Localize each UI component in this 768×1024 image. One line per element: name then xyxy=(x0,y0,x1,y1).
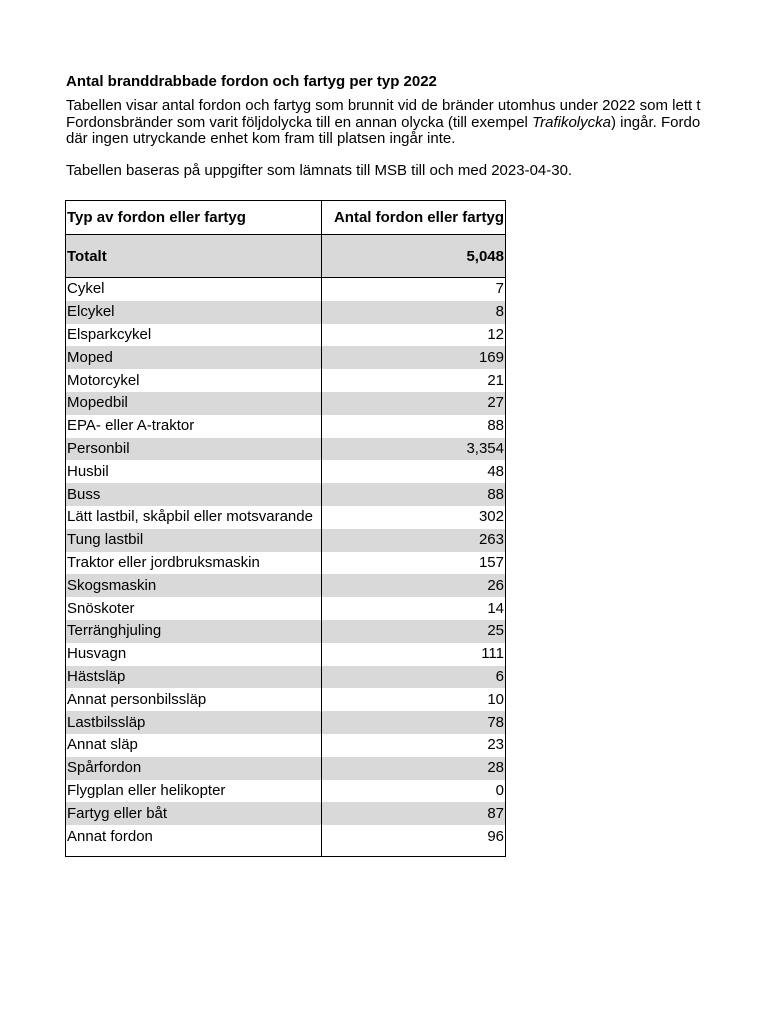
table-row xyxy=(66,483,506,506)
table-row xyxy=(66,438,506,461)
row-label: Traktor eller jordbruksmaskin xyxy=(66,552,322,575)
row-value: 88 xyxy=(322,415,506,438)
document xyxy=(66,72,768,179)
header-count: Antal fordon eller fartyg xyxy=(322,201,506,235)
table-row xyxy=(66,688,506,711)
row-label: Annat fordon xyxy=(66,825,322,848)
row-value: 169 xyxy=(322,346,506,369)
table-row xyxy=(66,802,506,825)
total-label: Totalt xyxy=(66,235,322,278)
table-bottom-padding xyxy=(66,848,506,857)
row-label: Mopedbil xyxy=(66,392,322,415)
table-row xyxy=(66,552,506,575)
table-row xyxy=(66,574,506,597)
row-value: 0 xyxy=(322,780,506,803)
row-label: Spårfordon xyxy=(66,757,322,780)
row-label: Husbil xyxy=(66,460,322,483)
table-row xyxy=(66,278,506,301)
row-value: 25 xyxy=(322,620,506,643)
row-value: 8 xyxy=(322,301,506,324)
row-value: 96 xyxy=(322,825,506,848)
row-label: Motorcykel xyxy=(66,369,322,392)
row-label: Tung lastbil xyxy=(66,529,322,552)
row-label: Personbil xyxy=(66,438,322,461)
intro-line-2-end: ) ingår. Fordo xyxy=(610,113,701,131)
table-row xyxy=(66,324,506,347)
row-label: Annat personbilssläp xyxy=(66,688,322,711)
intro-line-3: där ingen utryckande enhet kom fram till platsen ingår inte. xyxy=(66,130,456,147)
basis-note: Tabellen baseras på uppgifter som lämnats till MSB till och med 2023-04-30. xyxy=(66,161,573,179)
table-row xyxy=(66,620,506,643)
row-value: 302 xyxy=(322,506,506,529)
row-label: Elcykel xyxy=(66,301,322,324)
row-label: Annat släp xyxy=(66,734,322,757)
table-row xyxy=(66,415,506,438)
row-value: 78 xyxy=(322,711,506,734)
row-value: 10 xyxy=(322,688,506,711)
table-row xyxy=(66,392,506,415)
row-label: Fartyg eller båt xyxy=(66,802,322,825)
row-label: Snöskoter xyxy=(66,597,322,620)
row-value: 6 xyxy=(322,666,506,689)
row-value: 111 xyxy=(322,643,506,666)
table-row xyxy=(66,597,506,620)
row-label: Buss xyxy=(66,483,322,506)
table-row xyxy=(66,757,506,780)
row-value: 7 xyxy=(322,278,506,301)
document-title: Antal branddrabbade fordon och fartyg per typ 2022 xyxy=(66,73,437,90)
row-label: Flygplan eller helikopter xyxy=(66,780,322,803)
table-row xyxy=(66,711,506,734)
row-value: 157 xyxy=(322,552,506,575)
intro-paragraph xyxy=(66,98,768,148)
row-value: 21 xyxy=(322,369,506,392)
row-label: Elsparkcykel xyxy=(66,324,322,347)
row-label: Cykel xyxy=(66,278,322,301)
row-value: 27 xyxy=(322,392,506,415)
table-row xyxy=(66,506,506,529)
row-value: 28 xyxy=(322,757,506,780)
table-row xyxy=(66,346,506,369)
total-row xyxy=(66,235,506,278)
table-row xyxy=(66,643,506,666)
table-row xyxy=(66,734,506,757)
row-value: 88 xyxy=(322,483,506,506)
table-row xyxy=(66,460,506,483)
header-vehicle-type: Typ av fordon eller fartyg xyxy=(66,201,322,235)
row-value: 48 xyxy=(322,460,506,483)
table-row xyxy=(66,666,506,689)
intro-line-2 xyxy=(66,115,768,132)
total-value: 5,048 xyxy=(322,235,506,278)
vehicle-table xyxy=(65,200,506,857)
row-value: 87 xyxy=(322,802,506,825)
row-value: 26 xyxy=(322,574,506,597)
row-label: EPA- eller A-traktor xyxy=(66,415,322,438)
row-label: Hästsläp xyxy=(66,666,322,689)
table-body xyxy=(66,235,506,857)
table-row xyxy=(66,529,506,552)
table-row xyxy=(66,301,506,324)
intro-line-2-start: Fordonsbränder som varit följdolycka till en annan olycka (till exempel xyxy=(66,113,533,131)
table-row xyxy=(66,369,506,392)
row-label: Lätt lastbil, skåpbil eller motsvarande xyxy=(66,506,322,529)
row-label: Terränghjuling xyxy=(66,620,322,643)
row-label: Husvagn xyxy=(66,643,322,666)
table-row xyxy=(66,780,506,803)
table-header-row xyxy=(66,201,506,235)
intro-line-1: Tabellen visar antal fordon och fartyg som brunnit vid de bränder utomhus under 2022 som lett t xyxy=(66,98,701,114)
row-label: Lastbilssläp xyxy=(66,711,322,734)
row-value: 263 xyxy=(322,529,506,552)
intro-line-2-italic: Trafikolycka xyxy=(532,113,611,131)
row-label: Skogsmaskin xyxy=(66,574,322,597)
row-value: 23 xyxy=(322,734,506,757)
table-row xyxy=(66,825,506,848)
row-value: 14 xyxy=(322,597,506,620)
row-value: 12 xyxy=(322,324,506,347)
row-value: 3,354 xyxy=(322,438,506,461)
row-label: Moped xyxy=(66,346,322,369)
